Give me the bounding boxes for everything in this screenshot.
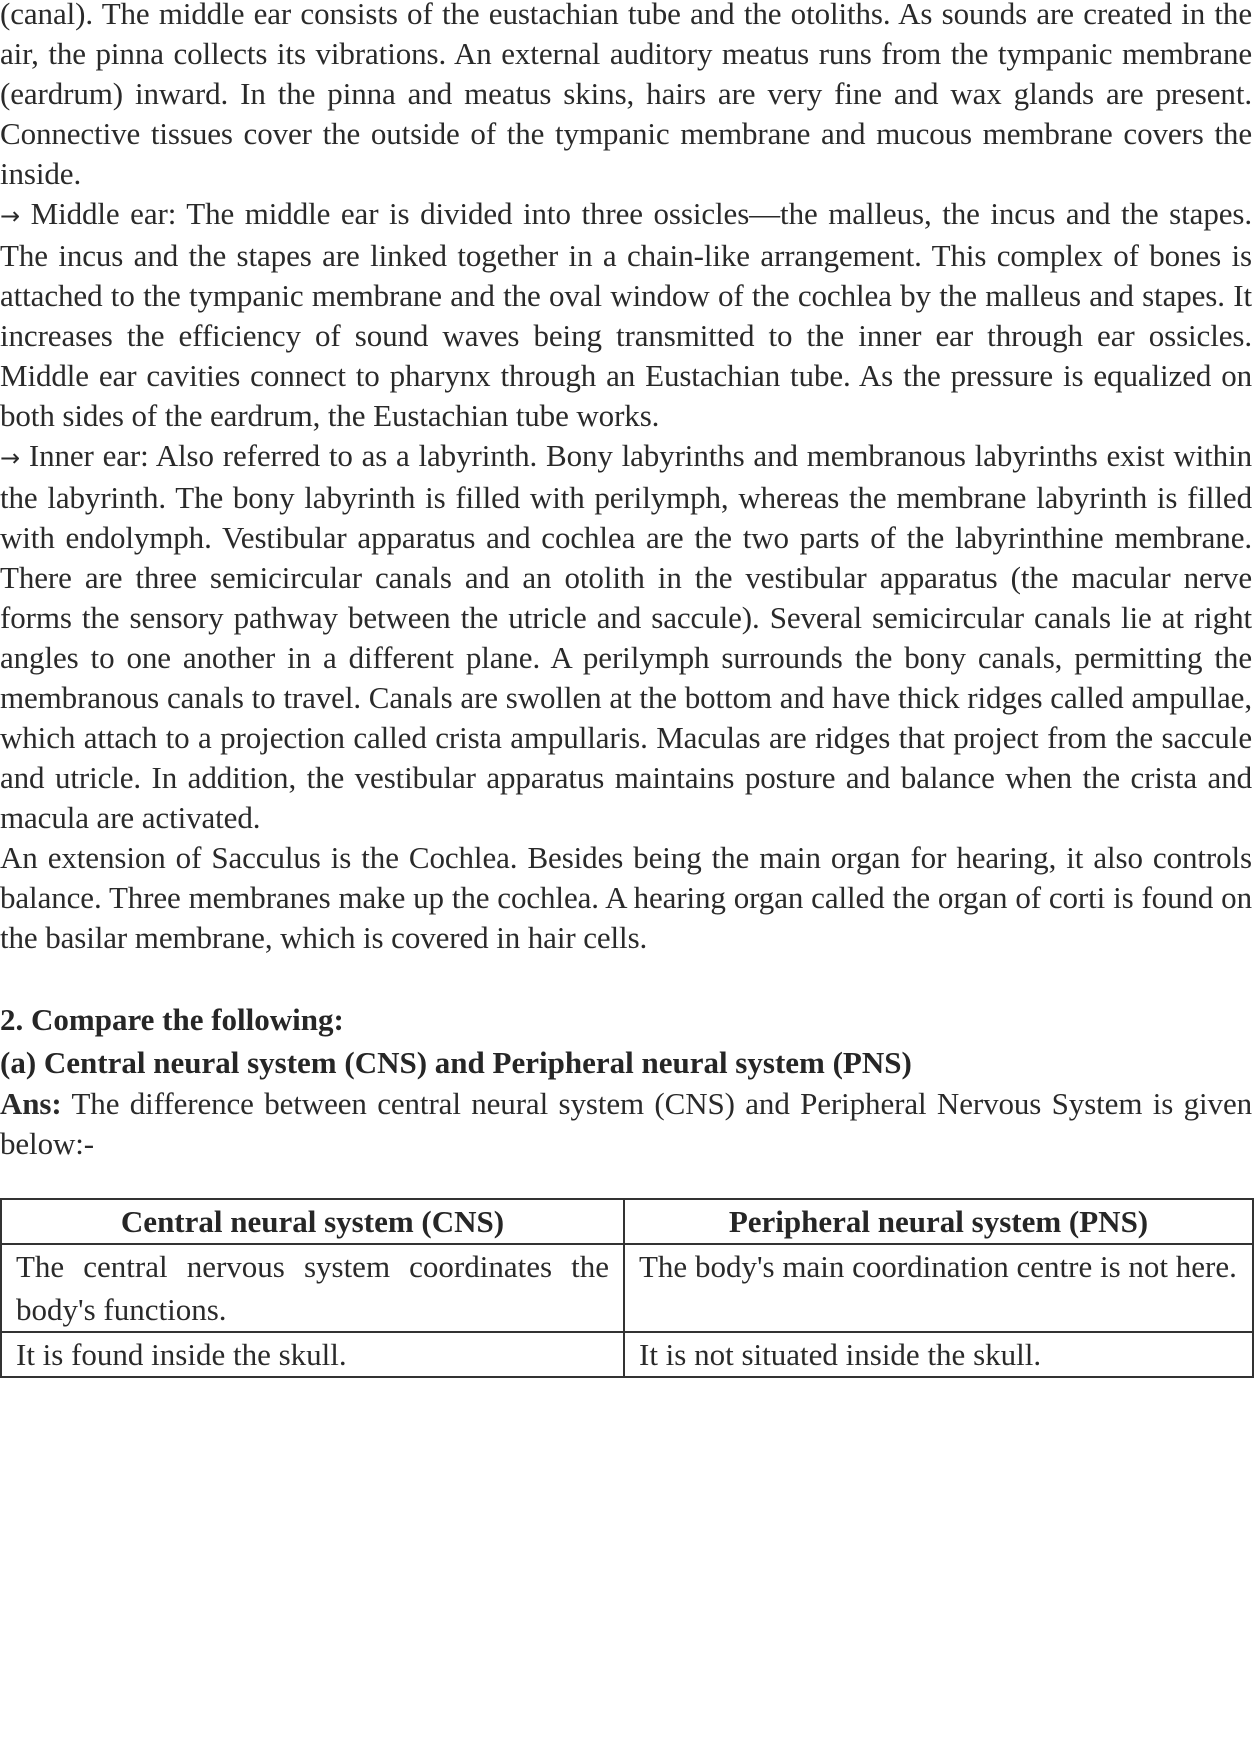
- paragraph-cochlea: An extension of Sacculus is the Cochlea. Besides being the main organ for hearing, it also controls balance. Three membranes make up the cochlea. A hearing organ called the organ of corti is found on the basilar membrane, which is covered in hair cells.: [0, 840, 1252, 955]
- cell-pns: It is not situated inside the skull.: [624, 1332, 1253, 1377]
- question-sub-heading: (a) Central neural system (CNS) and Peripheral neural system (PNS): [0, 1045, 912, 1080]
- paragraph-middle-ear: [0, 194, 1252, 436]
- question-heading: 2. Compare the following:: [0, 1002, 344, 1037]
- table-row: [1, 1332, 1253, 1377]
- comparison-table: [0, 1198, 1254, 1378]
- paragraph-inner-ear: [0, 436, 1252, 838]
- table-spacer: [0, 1164, 1252, 1198]
- table-row: [1, 1244, 1253, 1332]
- cell-cns: It is found inside the skull.: [1, 1332, 624, 1377]
- table-header-row: [1, 1199, 1253, 1244]
- cell-cns: The central nervous system coordinates the body's functions.: [1, 1244, 624, 1332]
- header-pns: Peripheral neural system (PNS): [624, 1199, 1253, 1244]
- section-spacer: [0, 958, 1252, 998]
- right-arrow-icon: →: [0, 444, 21, 472]
- cell-pns: The body's main coordination centre is not here.: [624, 1244, 1253, 1332]
- paragraph-outer-ear-continued: (canal). The middle ear consists of the eustachian tube and the otoliths. As sounds are created in the air, the pinna collects its vibrations. An external auditory meatus runs from the tympanic membrane (eardrum) inward. In the pinna and meatus skins, hairs are very fine and wax glands are present. Connective tissues cover the outside of the tympanic membrane and mucous membrane covers the inside.: [0, 0, 1252, 191]
- answer-text: The difference between central neural system (CNS) and Peripheral Nervous System is given below:-: [0, 1086, 1252, 1161]
- middle-ear-text: Middle ear: The middle ear is divided into three ossicles—the malleus, the incus and the stapes. The incus and the stapes are linked together in a chain-like arrangement. This complex of bones is attached to the tympanic membrane and the oval window of the cochlea by the malleus and stapes. It increases the efficiency of sound waves being transmitted to the inner ear through ear ossicles. Middle ear cavities connect to pharynx through an Eustachian tube. As the pressure is equalized on both sides of the eardrum, the Eustachian tube works.: [0, 196, 1252, 433]
- answer-label: Ans:: [0, 1086, 62, 1121]
- right-arrow-icon: →: [0, 202, 21, 230]
- inner-ear-text: Inner ear: Also referred to as a labyrinth. Bony labyrinths and membranous labyrinths exist within the labyrinth. The bony labyrinth is filled with perilymph, whereas the membrane labyrinth is filled with endolymph. Vestibular apparatus and cochlea are the two parts of the labyrinthine membrane. There are three semicircular canals and an otolith in the vestibular apparatus (the macular nerve forms the sensory pathway between the utricle and saccule). Several semicircular canals lie at right angles to one another in a different plane. A perilymph surrounds the bony canals, permitting the membranous canals to travel. Canals are swollen at the bottom and have thick ridges called ampullae, which attach to a projection called crista ampullaris. Maculas are ridges that project from the saccule and utricle. In addition, the vestibular apparatus maintains posture and balance when the crista and macula are activated.: [0, 438, 1252, 835]
- answer-paragraph: [0, 1084, 1252, 1164]
- header-cns: Central neural system (CNS): [1, 1199, 624, 1244]
